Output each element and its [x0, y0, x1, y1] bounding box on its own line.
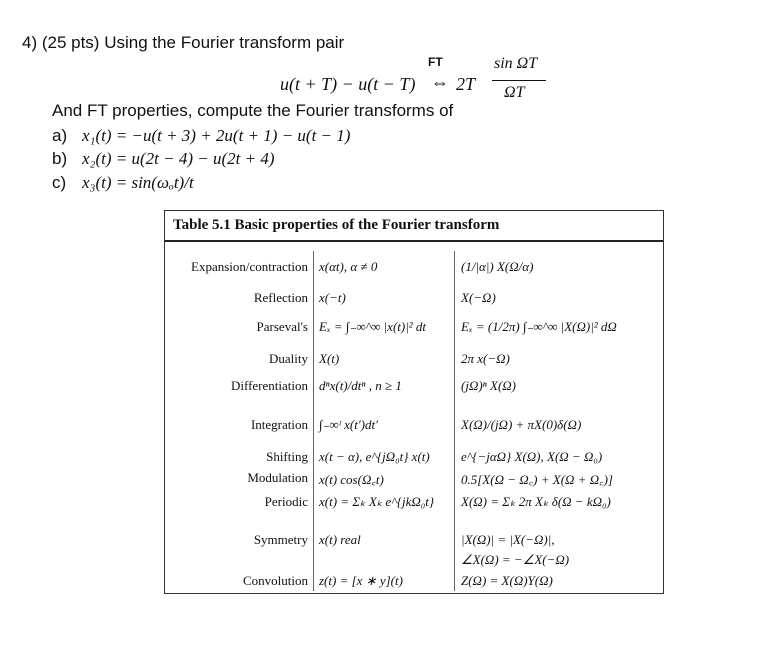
list-item — [52, 149, 274, 169]
property-name: Periodic — [264, 494, 308, 509]
transform-pair-coefficient: 2T — [456, 74, 476, 94]
problem-header: 4) (25 pts) Using the Fourier transform pair — [22, 33, 345, 52]
fourier-properties-table — [164, 210, 664, 594]
property-definition: Eₓ = ∫₋∞^∞ |x(t)|² dt — [319, 319, 427, 334]
table-header-rule — [165, 240, 663, 242]
item-label: c) — [52, 173, 67, 192]
property-transform: X(−Ω) — [461, 290, 496, 305]
list-item — [52, 173, 194, 193]
property-definition: x(t) = Σₖ Xₖ e^{jkΩ₀t} — [319, 494, 435, 509]
property-name: Modulation — [247, 470, 308, 485]
property-definition: dⁿx(t)/dtⁿ , n ≥ 1 — [319, 378, 402, 393]
property-transform: |X(Ω)| = |X(−Ω)|, — [461, 532, 555, 547]
property-transform: e^{−jαΩ} X(Ω), X(Ω − Ω₀) — [461, 449, 603, 464]
column-divider — [454, 251, 455, 591]
item-expression: x₃(t) = sin(ωₒt)/t — [82, 173, 194, 192]
item-label: b) — [52, 149, 68, 168]
property-name: Differentiation — [230, 378, 308, 393]
property-name: Reflection — [253, 290, 308, 305]
property-definition: x(t) real — [319, 532, 361, 547]
item-expression: x₂(t) = u(2t − 4) − u(2t + 4) — [82, 149, 275, 168]
property-transform: X(Ω) = Σₖ 2π Xₖ δ(Ω − kΩ₀) — [461, 494, 611, 509]
property-name: Convolution — [242, 573, 308, 588]
transform-pair-lhs: u(t + T) − u(t − T) — [280, 74, 416, 94]
property-transform: X(Ω)/(jΩ) + πX(0)δ(Ω) — [461, 417, 582, 432]
property-definition: x(t) cos(Ω꜀t) — [319, 472, 384, 487]
equivalence-arrow: ⇔ — [431, 72, 449, 92]
column-divider — [313, 251, 314, 591]
property-name: Expansion/contraction — [191, 259, 308, 274]
property-name: Shifting — [266, 449, 308, 464]
transform-pair-numerator: sin ΩT — [494, 55, 538, 72]
property-definition: x(t − α), e^{jΩ₀t} x(t) — [319, 449, 430, 464]
property-transform: 2π x(−Ω) — [461, 351, 510, 366]
property-name: Duality — [269, 351, 308, 366]
list-item — [52, 126, 350, 146]
property-name: Integration — [250, 417, 308, 432]
property-transform: 0.5[X(Ω − Ω꜀) + X(Ω + Ω꜀)] — [461, 472, 613, 487]
transform-pair-denominator: ΩT — [504, 84, 525, 101]
property-transform: Z(Ω) = X(Ω)Y(Ω) — [461, 573, 553, 588]
property-definition: ∫₋∞ᵗ x(t′)dt′ — [319, 417, 378, 432]
property-definition: x(αt), α ≠ 0 — [319, 259, 378, 274]
property-transform: ∠X(Ω) = −∠X(−Ω) — [461, 552, 570, 567]
table-title: Table 5.1 Basic properties of the Fourier transform — [173, 217, 500, 233]
fraction-bar — [492, 80, 546, 81]
problem-intro: And FT properties, compute the Fourier transforms of — [52, 101, 454, 120]
property-definition: X(t) — [319, 351, 340, 366]
property-definition: x(−t) — [319, 290, 346, 305]
property-transform: (1/|α|) X(Ω/α) — [461, 259, 534, 274]
property-transform: (jΩ)ⁿ X(Ω) — [461, 378, 517, 393]
property-name: Symmetry — [253, 532, 308, 547]
item-expression: x₁(t) = −u(t + 3) + 2u(t + 1) − u(t − 1) — [82, 126, 351, 145]
ft-label: FT — [428, 55, 443, 69]
property-name: Parseval's — [256, 319, 308, 334]
property-transform: Eₓ = (1/2π) ∫₋∞^∞ |X(Ω)|² dΩ — [461, 319, 617, 334]
item-label: a) — [52, 126, 68, 145]
property-definition: z(t) = [x ∗ y](t) — [319, 573, 403, 588]
